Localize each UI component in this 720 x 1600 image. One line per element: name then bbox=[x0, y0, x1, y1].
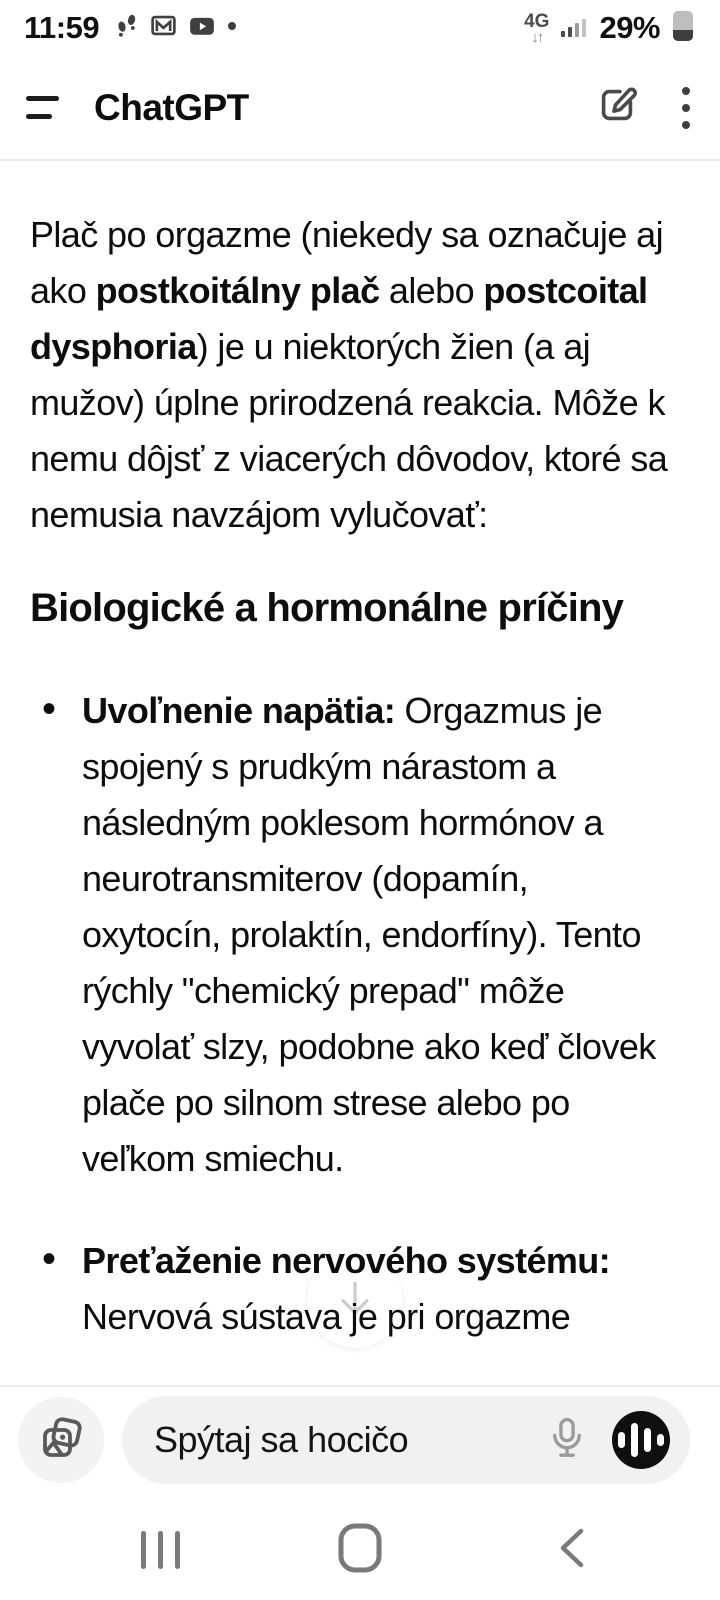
bullet-marker: • bbox=[42, 1237, 56, 1281]
voice-mode-button[interactable] bbox=[612, 1411, 670, 1469]
recents-icon bbox=[141, 1531, 180, 1569]
bullet-list bbox=[30, 683, 676, 1345]
recents-button[interactable] bbox=[120, 1510, 200, 1590]
battery-percent: 29% bbox=[599, 10, 660, 45]
composer-row bbox=[0, 1396, 720, 1484]
microphone-icon bbox=[546, 1415, 588, 1466]
youtube-icon bbox=[187, 11, 217, 46]
bullet-marker: • bbox=[42, 687, 56, 731]
battery-icon bbox=[670, 7, 696, 50]
input-placeholder: Spýtaj sa hocičo bbox=[154, 1419, 409, 1460]
list-item-text bbox=[82, 1240, 610, 1337]
text-run: alebo bbox=[379, 270, 484, 311]
footsteps-icon bbox=[113, 12, 140, 44]
list-item bbox=[30, 1233, 676, 1345]
bold-text-run: Uvoľnenie napätia: bbox=[82, 690, 396, 731]
system-navigation-bar bbox=[0, 1492, 720, 1600]
notification-dot bbox=[226, 19, 238, 37]
back-chevron-icon bbox=[555, 1526, 589, 1575]
page-title: ChatGPT bbox=[94, 86, 249, 128]
menu-icon[interactable] bbox=[26, 88, 66, 128]
notification-icons bbox=[113, 11, 238, 46]
status-bar-right bbox=[524, 7, 696, 50]
text-run: Plač po orgazme (niekedy sa označuje aj ako bbox=[30, 214, 663, 311]
home-button[interactable] bbox=[320, 1510, 400, 1590]
status-bar bbox=[0, 0, 720, 56]
gallery-icon bbox=[37, 1414, 85, 1467]
header-actions bbox=[594, 82, 694, 133]
clock: 11:59 bbox=[24, 10, 100, 45]
dictation-button[interactable] bbox=[546, 1415, 588, 1466]
message-input[interactable] bbox=[122, 1396, 690, 1484]
signal-strength-icon bbox=[559, 11, 589, 46]
bold-text-run: postcoital dysphoria bbox=[30, 270, 648, 367]
list-item-text bbox=[82, 690, 656, 1179]
text-run: Nervová sústava je pri orgazme bbox=[82, 1296, 571, 1337]
attach-image-button[interactable] bbox=[18, 1397, 104, 1483]
new-chat-icon[interactable] bbox=[594, 82, 640, 133]
text-run: ) je u niektorých žien (a aj mužov) úplne prirodzená reakcia. Môže k nemu dôjsť z viacerých dôvodov, ktoré sa nemusia navzájom vylučovať: bbox=[30, 326, 668, 535]
network-type-indicator: 4G ↓↑ bbox=[524, 10, 550, 46]
home-icon bbox=[337, 1522, 383, 1579]
composer-bar bbox=[0, 1385, 720, 1600]
data-arrows-icon: ↓↑ bbox=[531, 28, 543, 46]
text-run: Orgazmus je spojený s prudkým nárastom a následným poklesom hormónov a neurotransmiterov (dopamín, oxytocín, prolaktín, endorfíny). Tento rýchly "chemický prepad" môže vyvolať slzy, podobne ako keď človek plače po silnom strese alebo po veľkom smiechu. bbox=[82, 690, 656, 1179]
bold-text-run: Preťaženie nervového systému: bbox=[82, 1240, 611, 1281]
section-heading: Biologické a hormonálne príčiny bbox=[30, 586, 624, 630]
app-header bbox=[0, 56, 720, 161]
overflow-menu-icon[interactable] bbox=[678, 83, 694, 133]
assistant-message bbox=[0, 163, 720, 1345]
list-item bbox=[30, 683, 676, 1187]
bold-text-run: postkoitálny plač bbox=[95, 270, 380, 311]
intro-paragraph bbox=[30, 207, 676, 543]
gmail-icon bbox=[149, 11, 178, 45]
chat-message-area[interactable] bbox=[0, 163, 720, 1385]
back-button[interactable] bbox=[532, 1510, 612, 1590]
